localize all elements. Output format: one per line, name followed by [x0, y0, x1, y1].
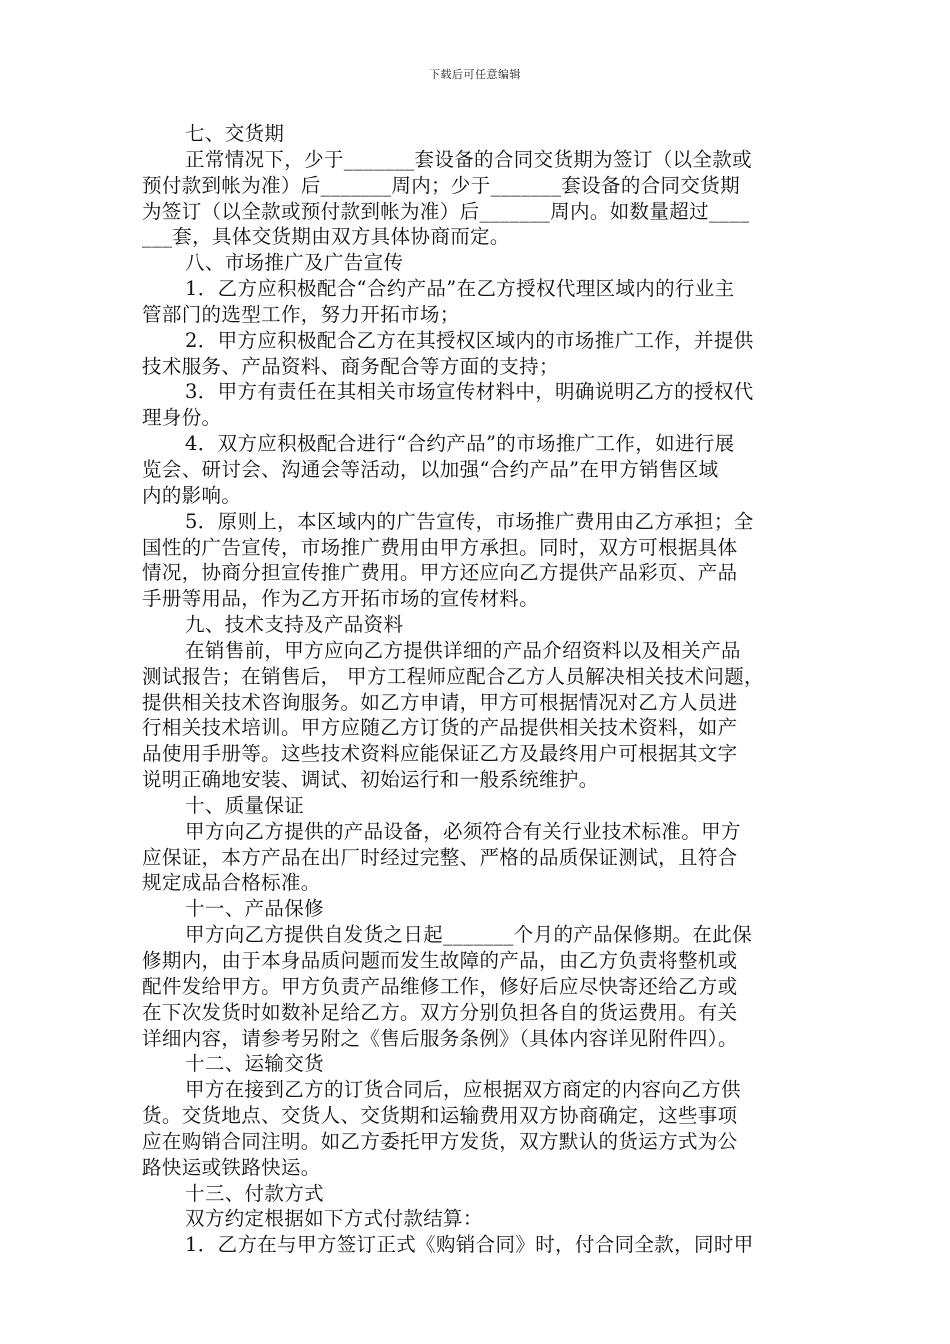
paragraph-line: 管部门的选型工作，努力开拓市场； [142, 302, 460, 326]
paragraph-line: 内的影响。 [142, 483, 242, 507]
paragraph-line: 货。交货地点、交货人、交货期和运输费用双方协商确定，这些事项 [142, 1104, 738, 1128]
paragraph-line: 为签订（以全款或预付款到帐为准）后_______周内。如数量超过____ [142, 199, 750, 223]
paragraph-line: 甲方向乙方提供自发货之日起_______个月的产品保修期。在此保 [185, 923, 752, 947]
paragraph-line: 提供相关技术咨询服务。如乙方申请，甲方可根据情况对乙方人员进 [142, 690, 738, 714]
paragraph-line: 在销售前，甲方应向乙方提供详细的产品介绍资料以及相关产品 [185, 638, 741, 662]
section-heading: 七、交货期 [185, 122, 285, 145]
section-heading: 十、质量保证 [185, 793, 305, 817]
paragraph-line: 4．双方应积极配合进行“合约产品”的市场推广工作，如进行展 [185, 432, 735, 456]
paragraph-line: 应保证，本方产品在出厂时经过完整、严格的品质保证测试，且符合 [142, 845, 738, 869]
section-heading: 十三、付款方式 [185, 1181, 324, 1205]
paragraph-line: 正常情况下，少于_______套设备的合同交货期为签订（以全款或 [185, 147, 752, 171]
section-heading: 十一、产品保修 [185, 897, 324, 921]
paragraph-line: 2．甲方应积极配合乙方在其授权区域内的市场推广工作，并提供 [185, 328, 754, 352]
paragraph-line: 国性的广告宣传，市场推广费用由甲方承担。同时，双方可根据具体 [142, 535, 738, 559]
paragraph-line: 说明正确地安装、调试、初始运行和一般系统维护。 [142, 768, 599, 792]
paragraph-line: 双方约定根据如下方式付款结算： [185, 1207, 483, 1231]
page-header: 下载后可任意编辑 [429, 68, 521, 81]
section-heading: 十二、运输交货 [185, 1052, 324, 1076]
section-heading: 八、市场推广及广告宣传 [185, 251, 404, 275]
paragraph-line: 甲方向乙方提供的产品设备，必须符合有关行业技术标准。甲方 [185, 819, 741, 843]
paragraph-line: 理身份。 [142, 406, 222, 430]
paragraph-line: 行相关技术培训。甲方应随乙方订货的产品提供相关技术资料，如产 [142, 716, 738, 740]
document-body [142, 121, 808, 1258]
paragraph-line: 览会、研讨会、沟通会等活动，以加强“合约产品”在甲方销售区域 [142, 457, 719, 481]
paragraph-line: 3．甲方有责任在其相关市场宣传材料中，明确说明乙方的授权代 [185, 380, 754, 404]
paragraph-line: 在下次发货时如数补足给乙方。双方分别负担各自的货运费用。有关 [142, 1000, 738, 1024]
paragraph-line: 配件发给甲方。甲方负责产品维修工作，修好后应尽快寄还给乙方或 [142, 974, 738, 998]
paragraph-line: 测试报告；在销售后， 甲方工程师应配合乙方人员解决相关技术问题， [142, 664, 764, 688]
paragraph-line: 路快运或铁路快运。 [142, 1155, 321, 1179]
paragraph-line: 详细内容，请参考另附之《售后服务条例》（具体内容详见附件四）。 [142, 1026, 738, 1050]
paragraph-line: 技术服务、产品资料、商务配合等方面的支持； [142, 354, 559, 378]
paragraph-line: 1．乙方应积极配合“合约产品”在乙方授权代理区域内的行业主 [185, 277, 735, 301]
paragraph-line: 应在购销合同注明。如乙方委托甲方发货，双方默认的货运方式为公 [142, 1129, 738, 1153]
paragraph-line: 规定成品合格标准。 [142, 871, 321, 895]
paragraph-line: 情况，协商分担宣传推广费用。甲方还应向乙方提供产品彩页、产品 [142, 561, 738, 585]
paragraph-line: 5．原则上，本区域内的广告宣传，市场推广费用由乙方承担；全 [185, 509, 754, 533]
paragraph-line: 品使用手册等。这些技术资料应能保证乙方及最终用户可根据其文字 [142, 742, 738, 766]
paragraph-line: 1．乙方在与甲方签订正式《购销合同》时，付合同全款，同时甲 [185, 1233, 754, 1257]
paragraph-line: ___套，具体交货期由双方具体协商而定。 [142, 225, 510, 249]
section-heading: 九、技术支持及产品资料 [185, 613, 404, 637]
paragraph-line: 甲方在接到乙方的订货合同后，应根据双方商定的内容向乙方供 [185, 1078, 741, 1102]
paragraph-line: 预付款到帐为准）后_______周内；少于_______套设备的合同交货期 [142, 173, 740, 197]
paragraph-line: 手册等用品，作为乙方开拓市场的宣传材料。 [142, 587, 540, 611]
paragraph-line: 修期内，由于本身品质问题而发生故障的产品，由乙方负责将整机或 [142, 949, 738, 972]
